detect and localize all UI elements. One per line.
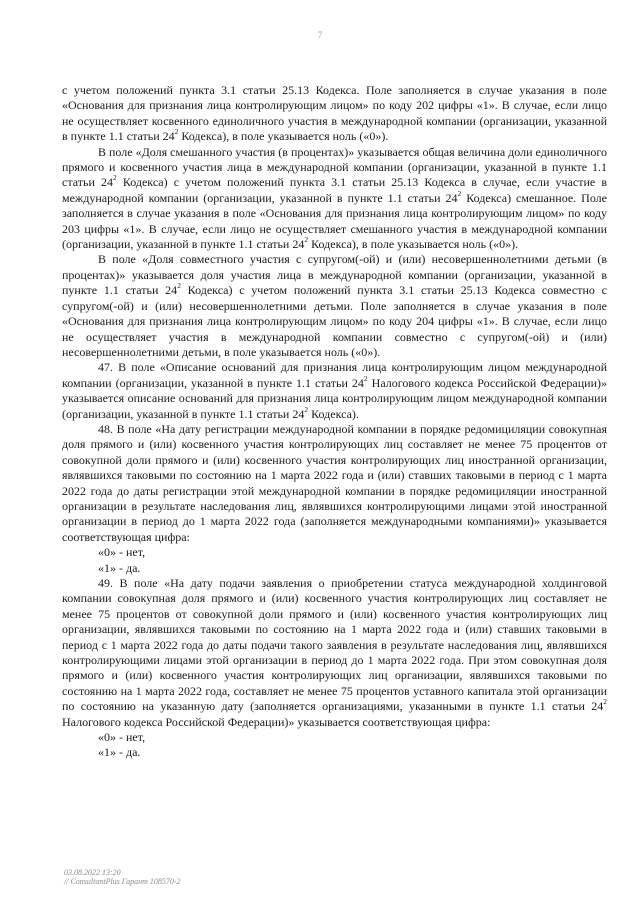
paragraph-text: В поле «Доля смешанного участия (в процентах)» указывается общая величина доли единоличного прямого и косвенного участия лица в международной компании (организации, указанной в пункте 1.1 статьи 24	[62, 144, 607, 190]
paragraph-text: Кодекса), в поле указывается ноль («0»).	[178, 129, 389, 144]
option-line	[62, 730, 607, 745]
print-source: // ConsultantPlus Гарант 108570-2	[64, 877, 181, 886]
document-body	[62, 83, 607, 761]
superscript: 2	[112, 173, 117, 183]
paragraph-text: Кодекса), в поле указывается ноль («0»).	[308, 237, 519, 252]
paragraph	[62, 252, 607, 360]
superscript: 2	[174, 127, 179, 137]
paragraph-text: Кодекса).	[308, 406, 359, 421]
paragraph-text: с учетом положений пункта 3.1 статьи 25.13 Кодекса. Поле заполняется в случае указания в поле «Основания для признания лица контролирующим лицом» по коду 202 цифры «1». В случае, если лицо не осуществляет косвенного единоличного участия в международной компании (организации, указанной в пункте 1.1 статьи 24	[62, 83, 607, 144]
paragraph	[62, 145, 607, 253]
paragraph	[62, 83, 607, 145]
paragraph-text: Кодекса) с учетом положений пункта 3.1 статьи 25.13 Кодекса совместно с супругом(-ой) и (или) несовершеннолетними детьми. Поле заполняется в случае указания в поле «Основания для признания лица контролирующим лицом» по коду 204 цифры «1». В случае, если лицо не осуществляет участия в международной компании совместно с супругом(-ой) и (или) несовершеннолетними детьми, в поле указывается ноль («0»).	[62, 283, 607, 359]
paragraph-text: Кодекса) смешанное. Поле заполняется в случае указания в поле «Основания для признания лица контролирующим лицом» по коду 203 цифры «1». В случае, если лицо не осуществляет смешанного участия в международной компании (организации, указанной в пункте 1.1 статьи 24	[62, 190, 607, 252]
paragraph-text: В поле «Доля совместного участия с супругом(-ой) и (или) несовершеннолетними детьми (в процентах)» указывается доля участия лица в международной компании (организации, указанной в пункте 1.1 статьи 24	[62, 252, 607, 298]
paragraph-text: «0» - нет,	[98, 730, 146, 745]
option-line	[62, 561, 607, 576]
print-timestamp: 03.08.2022 13:20	[64, 868, 121, 877]
option-line	[62, 745, 607, 760]
option-line	[62, 545, 607, 560]
page-number: 7	[317, 30, 323, 40]
paragraph-text: Кодекса) с учетом положений пункта 3.1 статьи 25.13 Кодекса в случае, если участие в международной компании (организации, указанной в пункте 1.1 статьи 24	[62, 175, 607, 205]
paragraph-text: «1» - да.	[98, 745, 141, 760]
paragraph-text: 49. В поле «На дату подачи заявления о приобретении статуса международной холдинговой компании совокупная доля прямого и (или) косвенного участия контролирующих лиц составляет не менее 75 процентов от совокупной доли прямого и (или) косвенного участия контролирующих лиц организации, являвшихся таковыми по состоянию на 1 марта 2022 года и (или) ставших таковыми в период с 1 марта 2022 года до даты подачи такого заявления в результате наследования лиц, являвшихся контролирующими лицами этой организации в период до 1 марта 2022 года. При этом совокупная доля прямого и (или) косвенного участия контролирующих лиц организации, являвшихся таковыми по состоянию на 1 марта 2022 года, составляет не менее 75 процентов уставного капитала этой организации по состоянию на указанную дату (заполняется организациями, указанными в пункте 1.1 статьи 24	[62, 576, 607, 714]
print-footer	[64, 868, 181, 886]
superscript: 2	[177, 281, 181, 291]
superscript: 2	[304, 404, 309, 414]
paragraph-text: «0» - нет,	[98, 545, 146, 560]
paragraph-text: Налогового кодекса Российской Федерации)» указывается соответствующая цифра:	[62, 714, 491, 729]
superscript: 2	[457, 188, 462, 198]
superscript: 2	[304, 235, 309, 245]
paragraph	[62, 576, 607, 730]
paragraph	[62, 360, 607, 422]
superscript: 2	[363, 373, 368, 383]
paragraph-text: 47. В поле «Описание оснований для признания лица контролирующим лицом международной компании (организации, указанной в пункте 1.1 статьи 24	[62, 360, 607, 390]
paragraph-text: «1» - да.	[98, 560, 141, 575]
superscript: 2	[603, 697, 607, 707]
paragraph-text: Налогового кодекса Российской Федерации)» указывается описание оснований для признания лица контролирующим лицом международной компании (организации, указанной в пункте 1.1 статьи 24	[62, 375, 608, 421]
paragraph-text: 48. В поле «На дату регистрации международной компании в порядке редомициляции совокупная доля прямого и (или) косвенного участия контролирующих лиц составляет не менее 75 процентов от совокупной доли прямого и (или) косвенного участия контролирующих лиц иностранной организации, являвшихся таковыми по состоянию на 1 марта 2022 года и (или) ставших таковыми в период с 1 марта 2022 года до даты регистрации этой международной компании в порядке редомициляции иностранной организации в результате наследования лиц, являвшихся контролирующими лицами этой иностранной организации в период до 1 марта 2022 года (заполняется международными компаниями)» указывается соответствующая цифра:	[62, 421, 607, 544]
paragraph	[62, 422, 607, 545]
